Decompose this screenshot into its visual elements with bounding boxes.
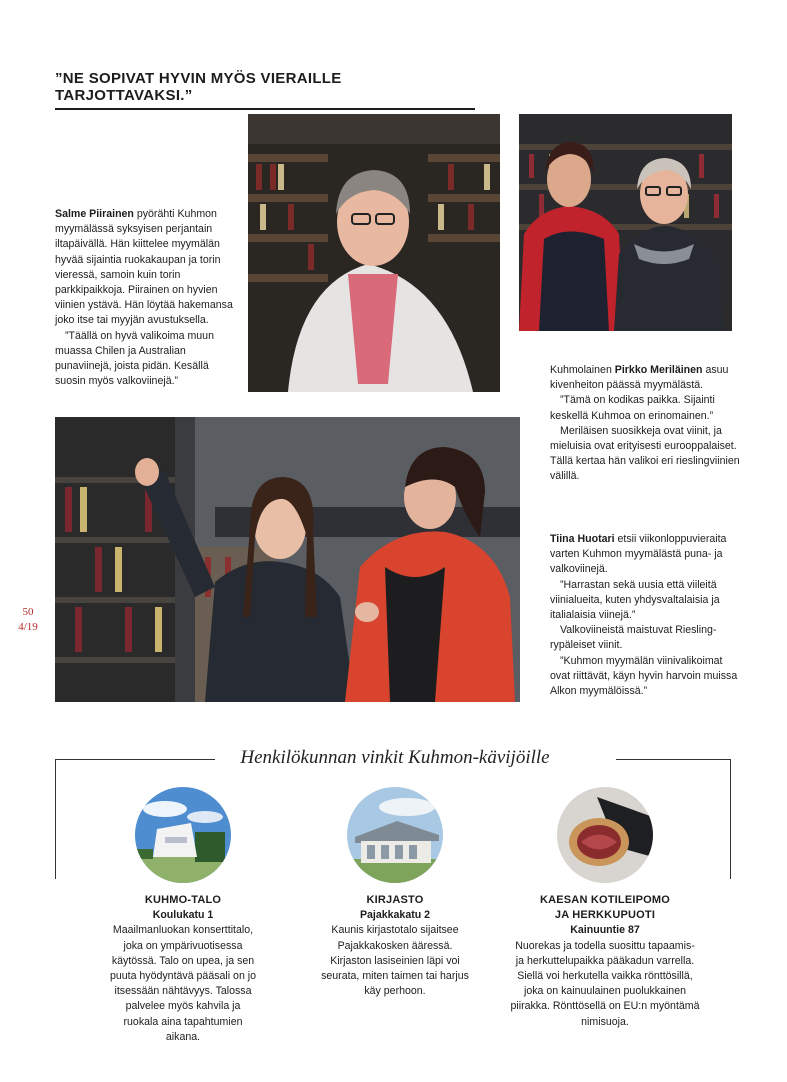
photo-pirkko-merilainen [519,114,732,331]
tip-1-address: Koulukatu 1 [152,909,214,922]
pirkko-quote: ”Tämä on kodikas paikka. Sijainti keskellä Kuhmoa on erinomainen.” [550,394,715,422]
tip-kirjasto [320,787,470,999]
article-headline: ”NE SOPIVAT HYVIN MYÖS VIERAILLE TARJOTTAVAKSI.” [55,70,475,110]
pirkko-more: Meriläisen suosikkeja ovat viinit, ja mieluisia ovat erityisesti eurooppalaiset. Tällä kertaa hän valikoi eri rieslingviinien välillä. [550,424,740,483]
photo-salme-piirainen [248,114,500,392]
tip-2-name: KIRJASTO [366,894,424,906]
salme-intro: pyörähti Kuhmon myymälässä syksyisen perjantain iltapäivällä. Hän kiittelee myymälän hyvää sijaintia ruokakaupan ja torin vieressä, samoin kuin torin parkkipaikkoja. Piirainen on hyvien viinien ystävä. Hän löytää hakemansa joko itse tai myyjän avustuksella. [55,208,233,327]
issue-number: 4/19 [18,621,38,633]
tiina-quote-1: ”Harrastan sekä uusia että viileitä viinialueita, kuten yhdysvaltalaisia ja italialaisia viinejä.” [550,578,720,622]
tiina-more: Valkoviineistä maistuvat Riesling-rypäleiset viinit. [550,624,717,652]
frame-vline-right [730,759,731,879]
tiina-paragraph [550,532,740,699]
salme-paragraph [55,207,235,389]
pirkko-paragraph [550,363,740,485]
pirkko-lead: Kuhmolainen [550,364,615,376]
kirjasto-photo [347,787,443,883]
tip-2-address: Pajakkakatu 2 [359,909,431,922]
tip-1-name: KUHMO-TALO [144,894,222,906]
page-number: 50 [22,606,34,618]
tip-2-text: Kaunis kirjastotalo sijaitsee Pajakkakosken ääressä. Kirjaston lasiseinien läpi voi seurata, miten taimen tai harjus käy perhoon. [321,924,469,998]
pirkko-intro: asuu kivenheiton päässä myymälästä. [550,364,729,392]
salme-name: Salme Piirainen [55,208,134,220]
tip-kaesan-kotileipomo [510,787,700,1030]
page-folio [15,605,41,635]
piirakka-photo [557,787,653,883]
tip-kuhmo-talo [108,787,258,1045]
tip-3-name-2: JA HERKKUPUOTI [554,909,656,922]
pirkko-name: Pirkko Meriläinen [614,364,703,376]
tiina-intro: etsii viikonloppuvieraita varten Kuhmon myymälästä puna- ja valkoviinejä. [550,533,727,576]
frame-line-left [55,759,215,760]
tip-3-name: KAESAN KOTILEIPOMO [539,894,671,906]
tiina-name: Tiina Huotari [550,533,615,545]
tip-3-address: Kainuuntie 87 [570,924,640,937]
tip-3-text: Nuorekas ja todella suosittu tapaamis- ja herkuttelupaikka pääkadun varrella. Siellä voi herkutella vaikka rönttösillä, joka on kainuulainen puolukkainen piirakka. Rönttösellä on EU:n myöntämä nimisuoja. [510,939,700,1028]
salme-quote: ”Täällä on hyvä valikoima muun muassa Chilen ja Australian punaviinejä, joista pidän. Kesällä suosin myös valkoviinejä.” [55,329,214,388]
kuhmo-talo-photo [135,787,231,883]
tiina-quote-2: ”Kuhmon myymälän viinivalikoimat ovat riittävät, käyn hyvin harvoin muissa Alkon myymälöissä.” [550,654,738,698]
frame-line-right [616,759,731,760]
frame-vline-left [55,759,56,879]
photo-tiina-huotari [55,417,520,702]
tips-title: Henkilökunnan vinkit Kuhmon-kävijöille [240,747,550,768]
tip-1-text: Maailmanluokan konserttitalo, joka on ympärivuotisessa käytössä. Talo on upea, ja sen puuta hyödyntävä pääsali on jo itsessään nähtävyys. Talossa palvelee myös kahvila ja ruokala aina tapahtumien aikana. [109,924,257,1043]
